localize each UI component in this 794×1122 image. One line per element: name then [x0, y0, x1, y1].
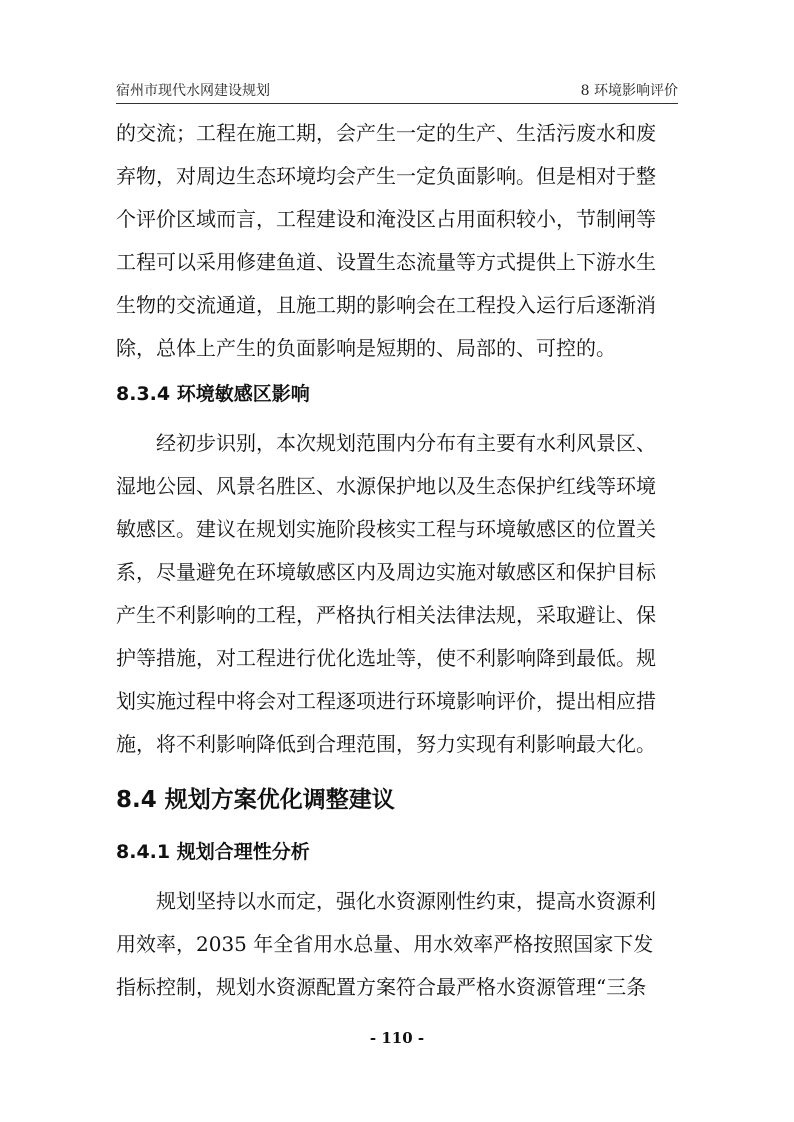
text-line: 弃物，对周边生态环境均会产生一定负面影响。但是相对于整 [116, 164, 656, 188]
text-line: 划实施过程中将会对工程逐项进行环境影响评价，提出相应措 [116, 689, 656, 713]
text-line: 施，将不利影响降低到合理范围，努力实现有利影响最大化。 [116, 732, 656, 756]
paragraph-plan-rationality [116, 880, 680, 1009]
text-line: 除，总体上产生的负面影响是短期的、局部的、可控的。 [116, 336, 616, 360]
text-line: 敏感区。建议在规划实施阶段核实工程与环境敏感区的位置关 [116, 517, 656, 541]
text-line: 的交流；工程在施工期，会产生一定的生产、生活污废水和废 [116, 121, 656, 145]
text-line: 生物的交流通道，且施工期的影响会在工程投入运行后逐渐消 [116, 293, 656, 317]
text-line: 指标控制，规划水资源配置方案符合最严格水资源管理“三条 [116, 975, 647, 999]
text-line: 系，尽量避免在环境敏感区内及周边实施对敏感区和保护目标 [116, 560, 656, 584]
paragraph-ecology-impact [116, 112, 680, 370]
header-document-title: 宿州市现代水网建设规划 [116, 83, 270, 99]
page-number: - 110 - [369, 1029, 425, 1047]
page-body [116, 112, 680, 1009]
header-divider [116, 103, 678, 104]
section-heading-8-4-1: 8.4.1 规划合理性分析 [116, 841, 310, 863]
text-line: 湿地公园、风景名胜区、水源保护地以及生态保护红线等环境 [116, 474, 656, 498]
header-chapter-title: 8 环境影响评价 [580, 83, 678, 99]
text-line: 经初步识别，本次规划范围内分布有主要有水利风景区、 [156, 431, 656, 455]
text-line: 规划坚持以水而定，强化水资源刚性约束，提高水资源利 [156, 889, 656, 913]
text-line: 护等措施，对工程进行优化选址等，使不利影响降到最低。规 [116, 646, 656, 670]
text-line: 个评价区域而言，工程建设和淹没区占用面积较小，节制闸等 [116, 207, 656, 231]
page-header [116, 80, 678, 102]
section-heading-8-4: 8.4 规划方案优化调整建议 [116, 787, 395, 813]
section-heading-8-3-4: 8.3.4 环境敏感区影响 [116, 383, 310, 405]
text-line: 工程可以采用修建鱼道、设置生态流量等方式提供上下游水生 [116, 250, 656, 274]
text-line: 产生不利影响的工程，严格执行相关法律法规，采取避让、保 [116, 603, 656, 627]
text-line: 用效率，2035 年全省用水总量、用水效率严格按照国家下发 [116, 932, 654, 956]
paragraph-sensitive-areas [116, 422, 680, 766]
